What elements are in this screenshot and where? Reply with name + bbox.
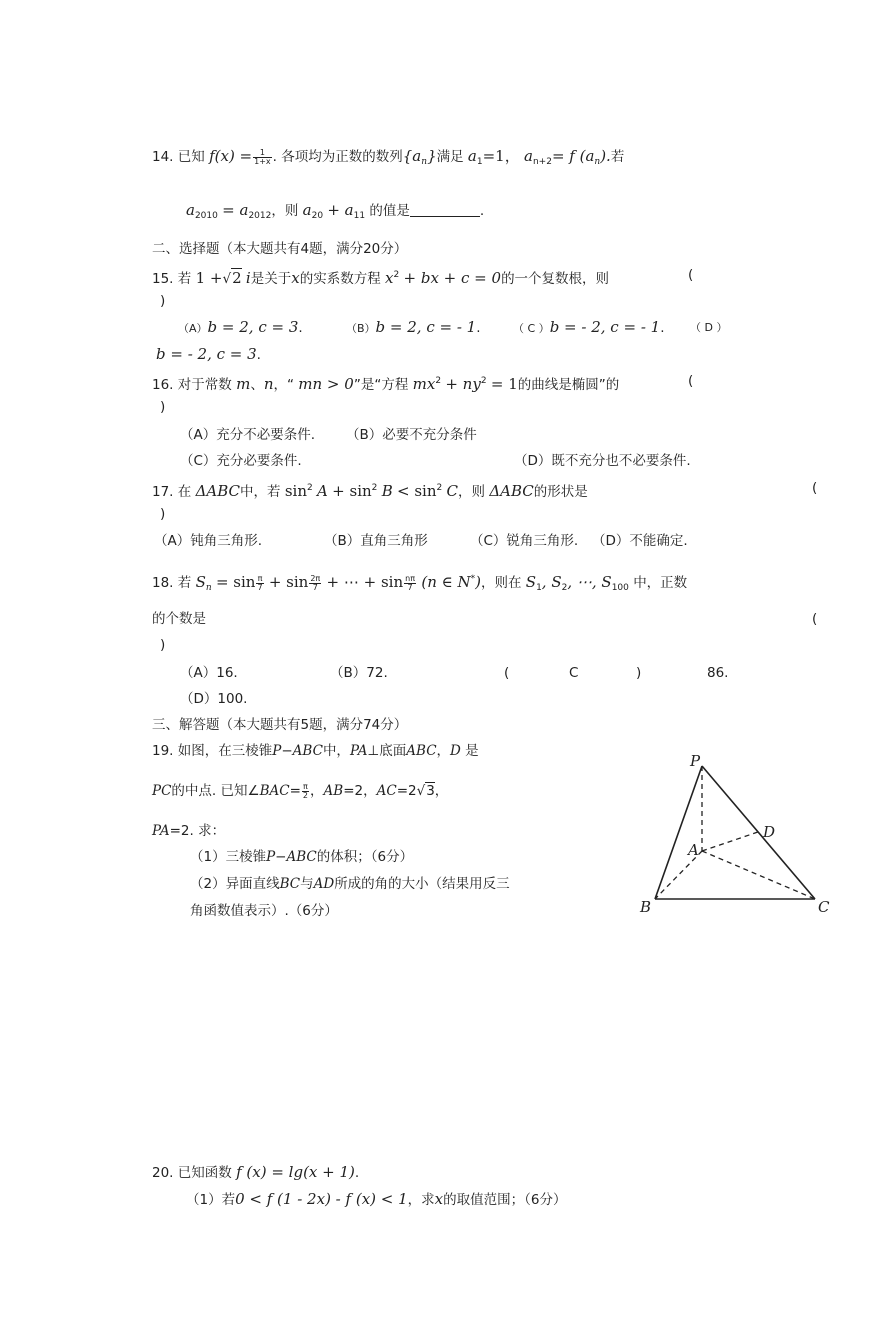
q15-option-d[interactable]: b = - 2, c = 3. <box>156 345 261 363</box>
q20-number: 20. <box>152 1165 174 1181</box>
label-a: A <box>688 841 699 859</box>
q17-option-a[interactable]: （A）钝角三角形. <box>154 533 263 549</box>
label-c: C <box>818 898 830 916</box>
edge-ad <box>702 832 758 851</box>
q18-line2: 的个数是 <box>152 611 206 627</box>
q19-number: 19. <box>152 743 174 759</box>
q17-answer-paren-close: ) <box>160 506 166 522</box>
q14-line1: 14. 已知 f(x) = $\frac{1}{1+x}$ . 各项均为正数的数列$\{a_n\}$满足 $a_1=1$， $a_{n+2}= f$ $(a_n)$.若 <box>152 147 625 167</box>
answer-blank[interactable] <box>410 202 480 217</box>
tetrahedron-figure <box>630 745 840 925</box>
q16-answer-paren-open: ( <box>688 373 694 389</box>
q18-option-a[interactable]: （A）16. <box>180 665 238 681</box>
q15-option-a[interactable]: （A）b = 2, c = 3. <box>178 318 303 336</box>
edge-pb <box>655 766 702 899</box>
q19-part1: （1）三棱锥P−ABC的体积；（6分） <box>190 849 414 865</box>
q17-number: 17. <box>152 484 174 500</box>
q18-option-c-open[interactable]: ( <box>504 665 510 681</box>
q17-line1: 17. 在 ΔABC中，若 $\sin^2 A + \sin^2 B < \sin^2 C$，则 ΔABC的形状是 <box>152 482 588 500</box>
label-p: P <box>690 752 701 770</box>
q18-fraction-2: $\frac{2\pi}{7}$ <box>310 573 321 592</box>
q19-part2: （2）异面直线BC与AD所成的角的大小（结果用反三 <box>190 876 510 892</box>
q18-answer-paren-close: ) <box>160 637 166 653</box>
q15-option-c[interactable]: （ C ）b = - 2, c = - 1. <box>513 318 665 336</box>
q18-option-c-letter[interactable]: C <box>569 665 579 681</box>
q18-option-b[interactable]: （B）72. <box>330 665 388 681</box>
q15-answer-paren-open: ( <box>688 267 694 283</box>
q16-option-d[interactable]: （D）既不充分也不必要条件. <box>514 453 691 469</box>
q15-number: 15. <box>152 271 174 287</box>
q20-line1: 20. 已知函数 f (x) = lg(x + 1). <box>152 1163 360 1181</box>
q18-option-c-close[interactable]: ) <box>636 665 642 681</box>
q19-line2: PC的中点. 已知∠BAC= $\frac{\pi}{2}$ ，AB=2，AC=2√3， <box>152 781 449 800</box>
q16-option-c[interactable]: （C）充分必要条件. <box>180 453 302 469</box>
q18-fraction-1: $\frac{\pi}{7}$ <box>257 573 263 592</box>
q19-part2-cont: 角函数值表示）.（6分） <box>190 903 338 919</box>
q15-line1: 15. 若 1 +√2 i是关于x的实系数方程 $x^2$ + bx + c = 0的一个复数根，则 <box>152 269 610 287</box>
q15-option-d-tag[interactable]: （ D ） <box>690 321 728 334</box>
q18-number: 18. <box>152 575 174 591</box>
q14-line2: $a_{2010} = a_{2012}$，则 $a_{20} + a_{11}$ 的值是 . <box>186 201 485 221</box>
q16-line1: 16. 对于常数 m、n，“ mn > 0”是“方程 $mx^2 + ny^2 = 1$的曲线是椭圆”的 <box>152 375 620 393</box>
q14-fraction: $\frac{1}{1+x}$ <box>254 147 271 166</box>
label-d: D <box>763 823 776 841</box>
section-3-title: 三、解答题（本大题共有5题，满分74分） <box>152 717 408 733</box>
q16-answer-paren-close: ) <box>160 399 166 415</box>
q18-option-c-value[interactable]: 86. <box>707 665 729 681</box>
q16-option-a[interactable]: （A）充分不必要条件. <box>180 427 316 443</box>
q18-answer-paren-open: ( <box>812 611 818 627</box>
q17-option-d[interactable]: （D）不能确定. <box>592 533 688 549</box>
q14-number: 14. <box>152 149 174 165</box>
q18-option-d[interactable]: （D）100. <box>180 691 248 707</box>
q19-line3: PA=2. 求： <box>152 823 226 839</box>
q16-option-b[interactable]: （B）必要不充分条件 <box>346 427 477 443</box>
q16-number: 16. <box>152 377 174 393</box>
edge-pc <box>702 766 815 899</box>
q18-fraction-3: $\frac{n\pi}{7}$ <box>405 573 416 592</box>
q20-part1: （1）若0 < f (1 - 2x) - f (x) < 1，求x的取值范围；（6分） <box>186 1190 567 1208</box>
q17-answer-paren-open: ( <box>812 480 818 496</box>
edge-ac <box>702 851 815 899</box>
q18-line1: 18. 若 $S_n = \sin$ $\frac{\pi}{7}$ + sin $\frac{2\pi}{7}$ + ⋯ + sin $\frac{n\pi}{7}$ (n ∈ N*)，则在 $S_1$, $S_2$, ⋯, $S_{100}$ 中，正数 <box>152 573 688 593</box>
q19-line1: 19. 如图，在三棱锥P−ABC中，PA⊥底面ABC，D 是 <box>152 743 479 759</box>
q15-answer-paren-close: ) <box>160 293 166 309</box>
label-b: B <box>640 898 652 916</box>
q17-option-b[interactable]: （B）直角三角形 <box>324 533 428 549</box>
q17-option-c[interactable]: （C）锐角三角形. <box>470 533 579 549</box>
q15-option-b[interactable]: （B）b = 2, c = - 1. <box>346 318 481 336</box>
section-2-title: 二、选择题（本大题共有4题，满分20分） <box>152 241 408 257</box>
